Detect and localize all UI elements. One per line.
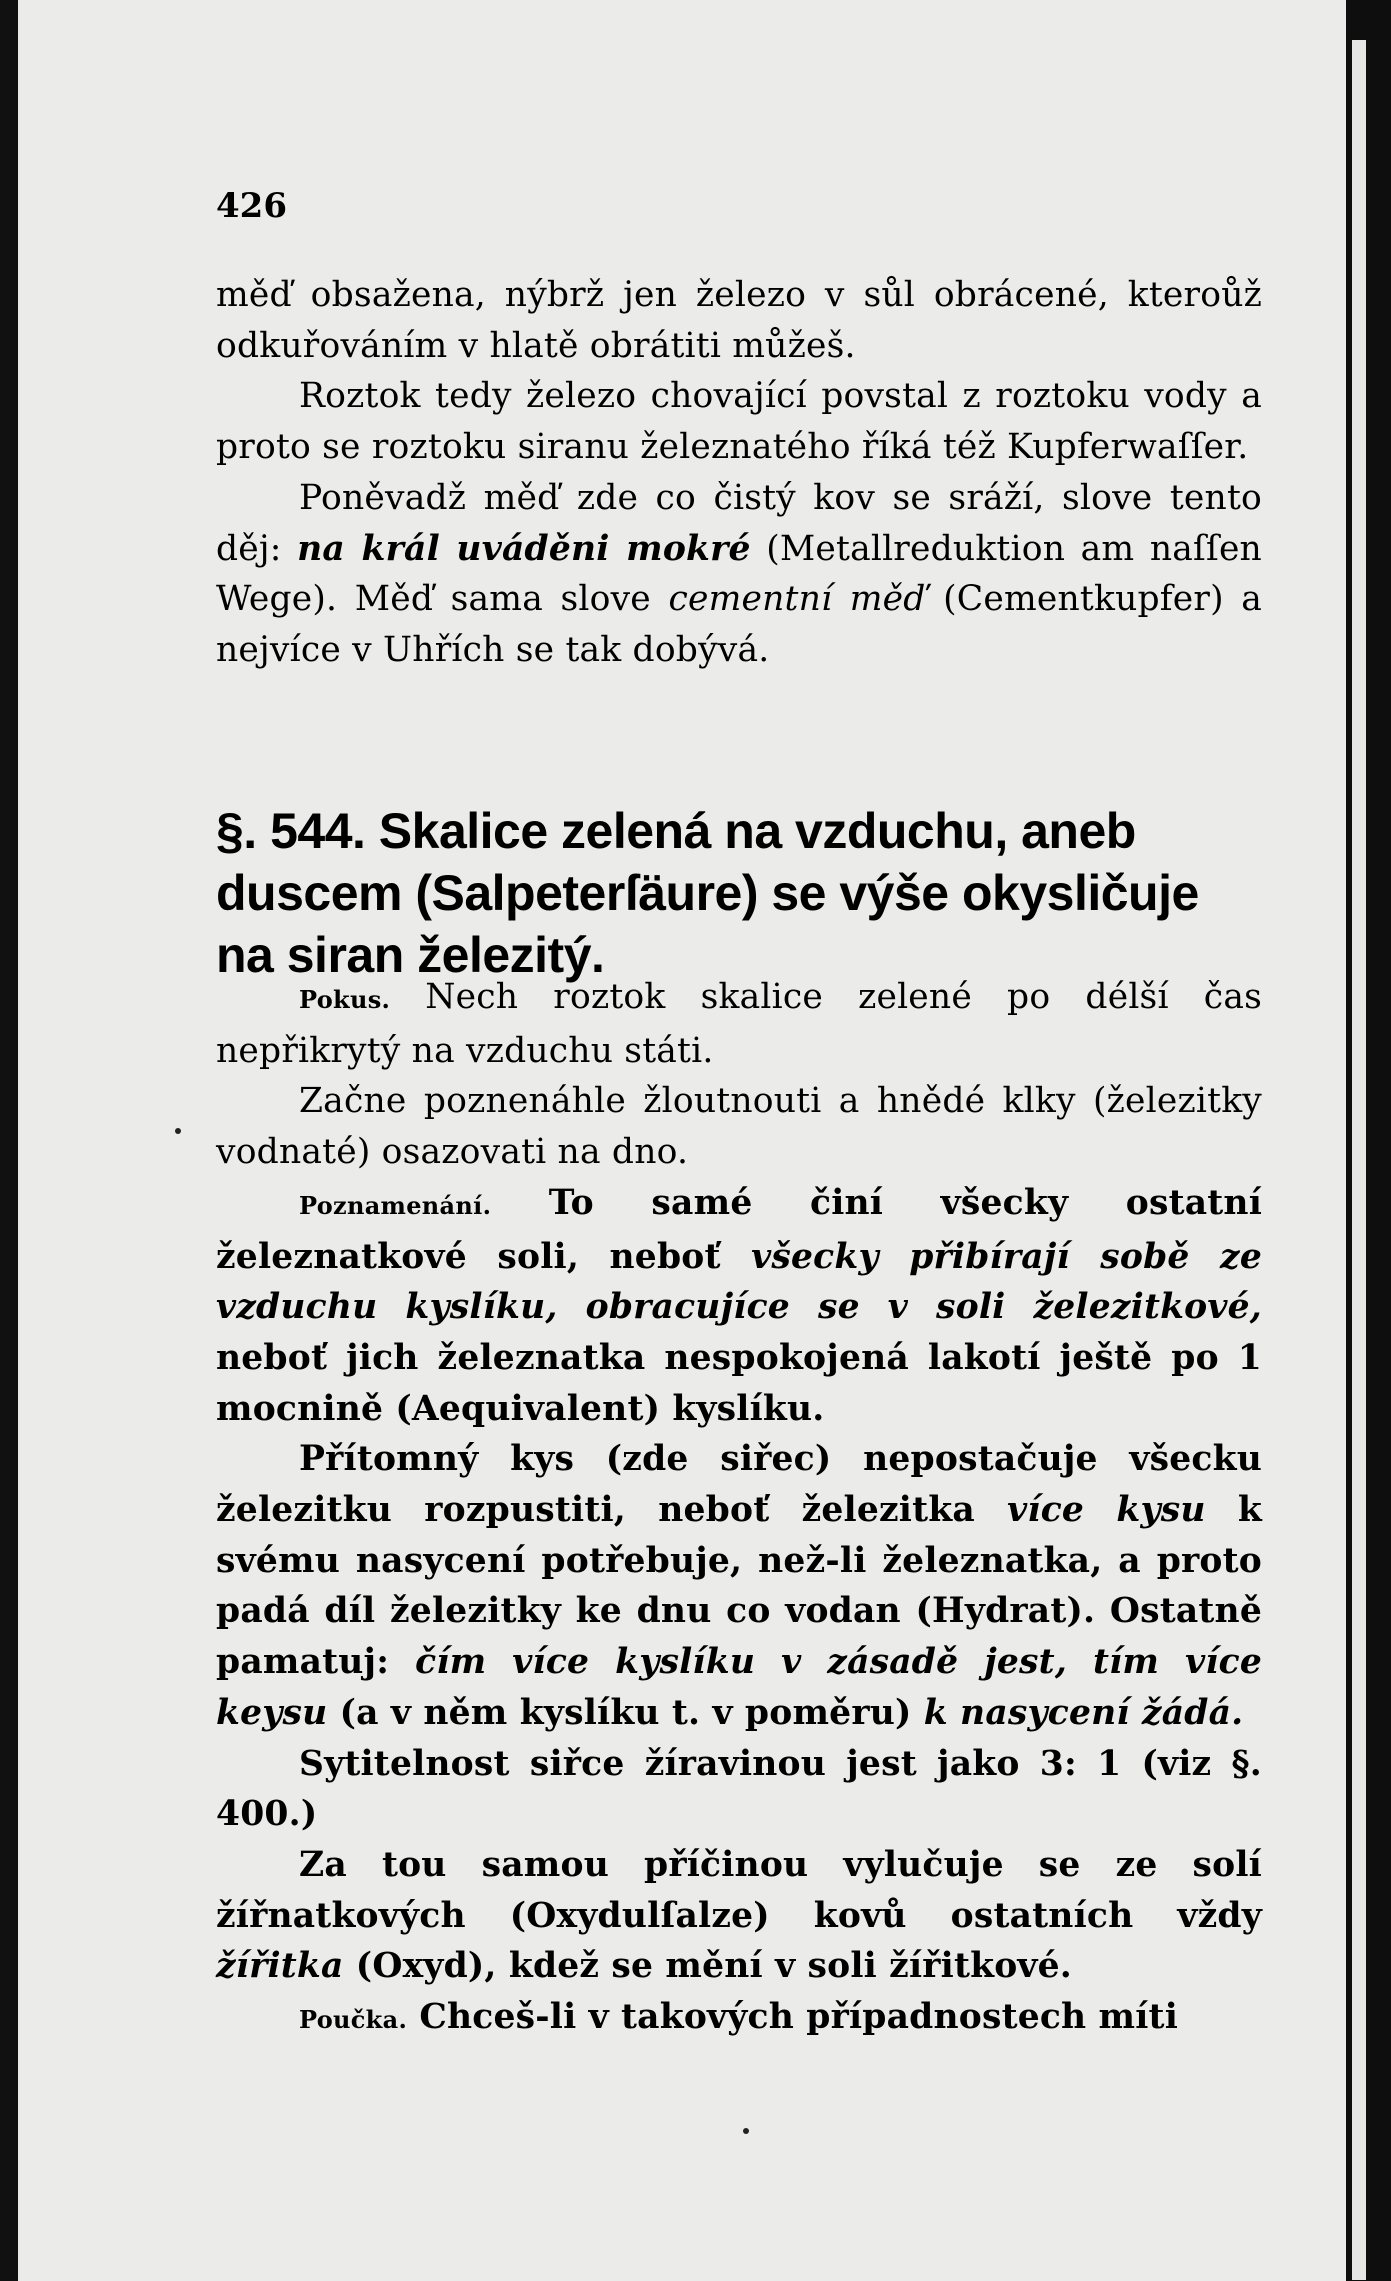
paragraph-sytitelnost: Sytitelnost siřce žíravinou jest jako 3: 1 (viz §. 400.) <box>216 1743 1262 1835</box>
paragraph-pokus: Pokus. Nech roztok skalice zelené po délší čas nepřikrytý na vzduchu státi. <box>216 977 1262 1071</box>
paragraph-roztok: Roztok tedy železo chovající povstal z roztoku vody a proto se roztoku siranu železnatého říká též Kupferwaſſer. <box>216 376 1262 468</box>
bottom-text-block <box>216 972 1262 2046</box>
ink-speck <box>743 2128 749 2134</box>
top-text-block <box>216 270 1262 676</box>
paragraph-pritomny: Přítomný kys (zde siřec) nepostačuje všecku železitku rozpustiti, neboť železitka více kysu k svému nasycení potřebuje, než-li železnatka, a proto padá díl železitky ke dnu co vodan (Hydrat). Ostatně pamatuj: čím více kyslíku v zásadě jest, tím více keysu (a v něm kyslíku t. v poměru) k nasycení žádá. <box>216 1439 1262 1733</box>
paragraph-poznamenani: Poznamenání. To samé činí všecky ostatní železnatkové soli, neboť všecky přibírají sobě ze vzduchu kyslíku, obracujíce se v soli železitkové, neboť jich železnatka nespokojená lakotí ještě po 1 mocnině (Aequivalent) kyslíku. <box>216 1182 1262 1429</box>
paragraph-continuation: měď obsažena, nýbrž jen železo v sůl obrácené, kteroůž odkuřováním v hlatě obrátiti můžeš. <box>216 275 1262 366</box>
paragraph-ponevadz: Poněvadž měď zde co čistý kov se sráží, slove tento děj: na král uváděni mokré (Metallreduktion am naſſen Wege). Měď sama slove cementní měď (Cementkupfer) a nejvíce v Uhřích se tak dobývá. <box>216 477 1262 670</box>
section-heading-544: §. 544. Skalice zelená na vzduchu, aneb duscem (Salpeterſäure) se výše okysličuje na siran železitý. <box>216 803 1199 983</box>
next-page-edge <box>1352 40 1366 2280</box>
paragraph-zacne: Začne poznenáhle žloutnouti a hnědé klky (železitky vodnaté) osazovati na dno. <box>216 1081 1262 1173</box>
paragraph-poucka: Poučka. Chceš-li v takových případnostech míti <box>299 1997 1179 2038</box>
page-number: 426 <box>216 186 287 226</box>
paragraph-za-tou: Za tou samou příčinou vylučuje se ze solí žířnatkových (Oxydulſalze) kovů ostatních vždy žířitka (Oxyd), kdež se mění v soli žířitkové. <box>216 1844 1262 1987</box>
ink-speck <box>175 1128 181 1134</box>
